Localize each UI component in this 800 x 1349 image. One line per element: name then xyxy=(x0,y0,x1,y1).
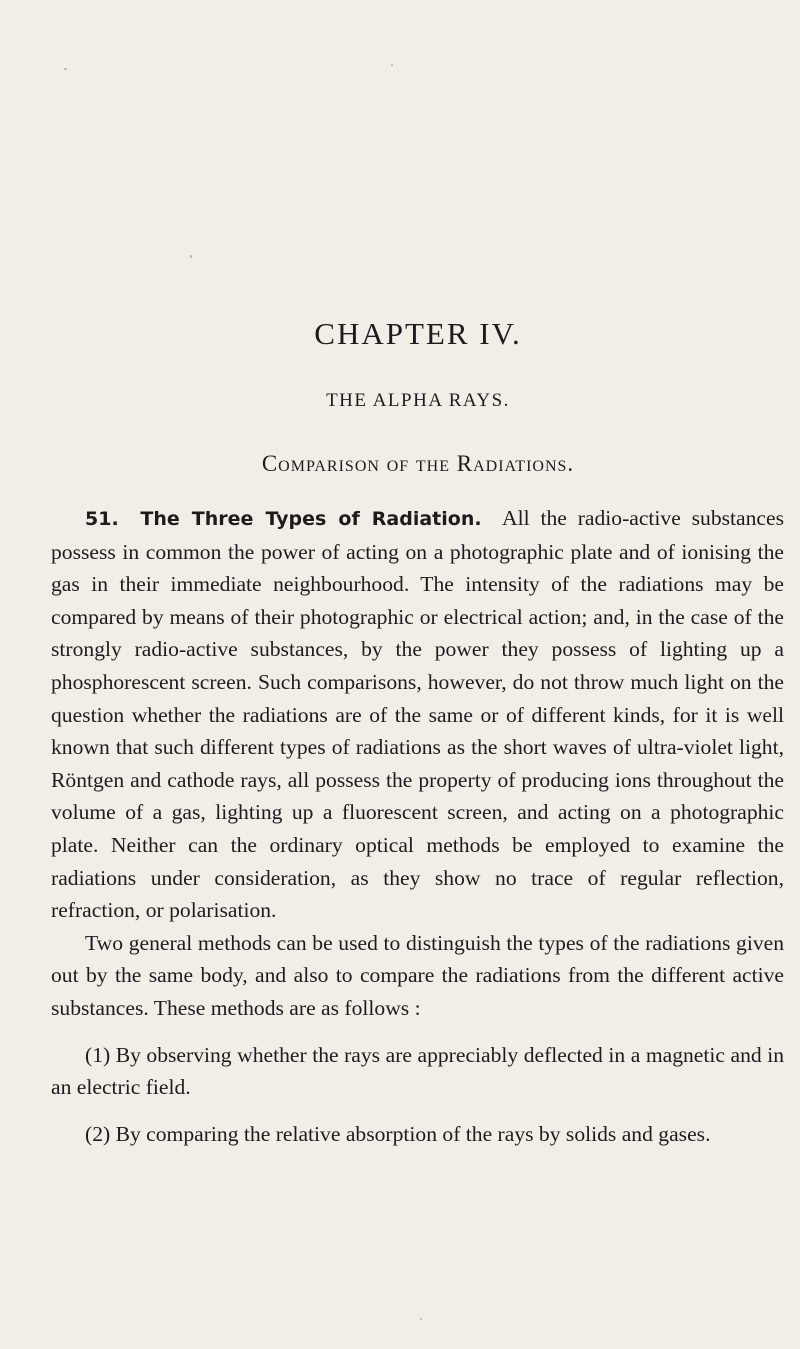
paragraph-text: All the radio-active substances possess in common the power of acting on a photographic plate and of ionising the gas in their immediate neighbourhood. The intensity of the radiations may be compared by means of their photographic or electrical action; and, in the case of the strongly radio-active substances, by the power they possess of lighting up a phosphorescent screen. Such comparisons, however, do not throw much light on the question whether the radiations are of the same or of different kinds, for it is well known that such different types of radiations as the short waves of ultra-violet light, Röntgen and cathode rays, all possess the property of producing ions throughout the volume of a gas, lighting up a fluorescent screen, and acting on a photographic plate. Neither can the ordinary optical methods be employed to examine the radiations under consideration, as they show no trace of regular reflection, refraction, or polarisation. xyxy=(51,506,784,923)
paragraph-heading: The Three Types of Radiation. xyxy=(140,508,482,530)
paper-speck xyxy=(190,255,192,258)
paragraph-51 xyxy=(51,502,784,927)
paragraph-number: 51. xyxy=(85,508,119,530)
body-text xyxy=(51,502,784,1150)
paragraph-methods-intro: Two general methods can be used to distinguish the types of the radiations given out by the same body, and also to compare the radiations from the different active substances. These methods are as follows : xyxy=(51,930,784,1020)
paper-speck xyxy=(391,64,393,66)
paper-speck xyxy=(64,68,67,70)
list-item-method-1: (1) By observing whether the rays are appreciably deflected in a magnetic and in an electric field. xyxy=(51,1042,784,1100)
section-title: THE ALPHA RAYS. xyxy=(326,390,510,411)
paper-speck xyxy=(420,1318,422,1320)
list-item-method-2: (2) By comparing the relative absorption of the rays by solids and gases. xyxy=(85,1121,711,1146)
chapter-title: CHAPTER IV. xyxy=(314,316,522,351)
subsection-title: Comparison of the Radiations. xyxy=(261,451,575,476)
